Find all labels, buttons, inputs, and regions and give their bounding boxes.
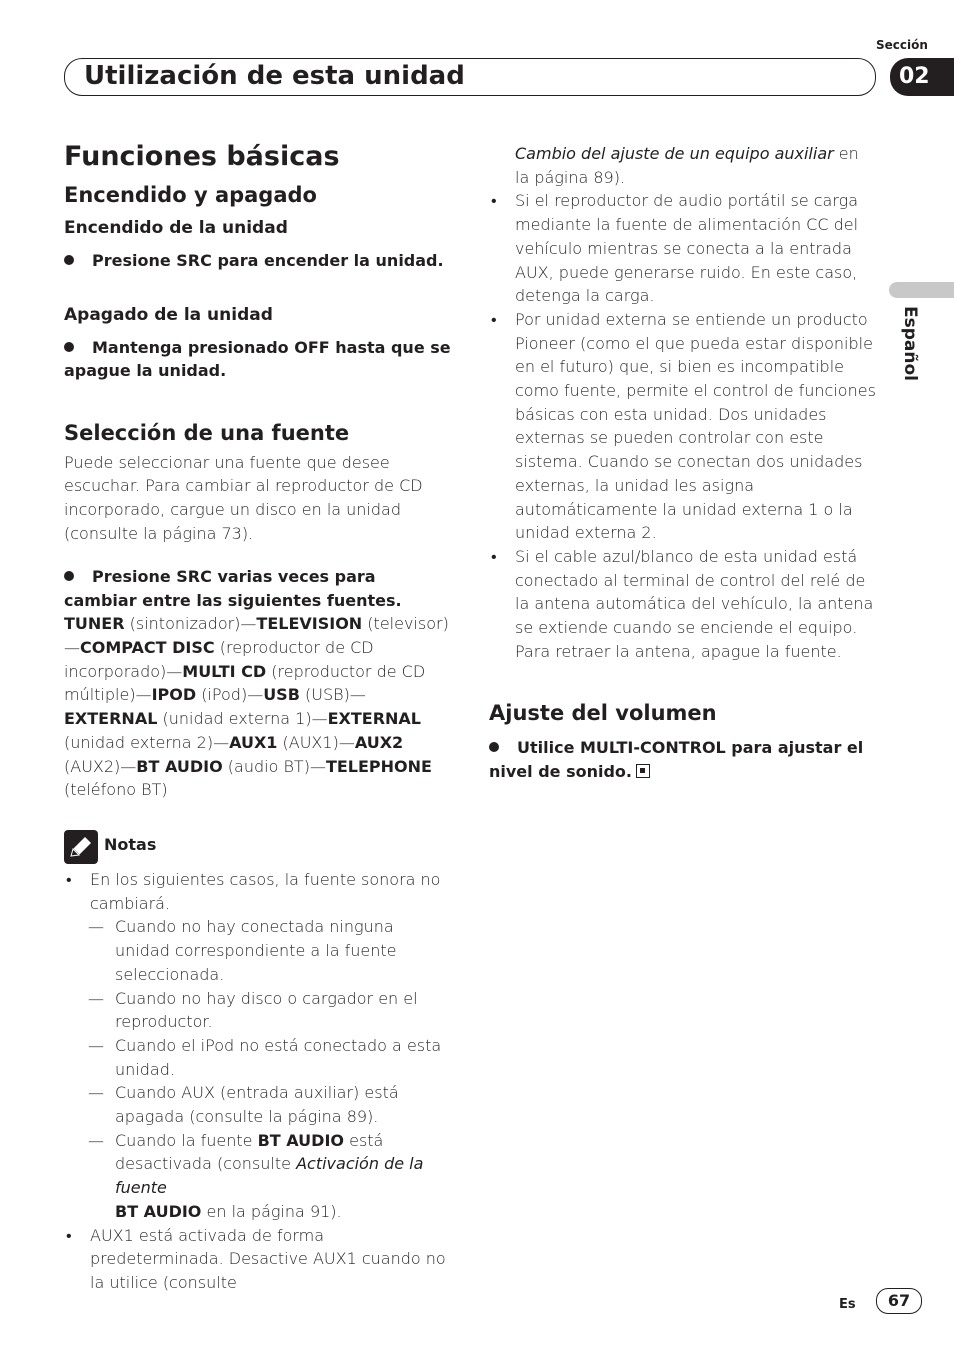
source-name: MULTI CD — [182, 661, 267, 681]
source-desc: (televisor) — [367, 614, 449, 634]
source-intro: Puede seleccionar una fuente que desee escuchar. Para cambiar al reproductor de CD incorporado, cargue un disco en la unidad (consulte la página 73). — [64, 452, 423, 543]
step-bullet-icon — [64, 255, 74, 265]
source-desc: (USB) — [305, 685, 350, 705]
note-text: AUX1 está activada de forma predeterminada. Desactive AUX1 cuando no la utilice (consulte — [90, 1225, 446, 1292]
source-desc: (AUX1) — [282, 732, 339, 752]
note-subitem: — Cuando la fuente BT AUDIO está desactivada (consulte Activación de la fuente BT AUDIO en la página 91). — [88, 1130, 424, 1221]
source-name: AUX1 — [229, 732, 278, 752]
note-subtext: Cuando no hay conectada ninguna unidad correspondiente a la fuente seleccionada. — [115, 917, 397, 984]
note-item: • AUX1 está activada de forma predeterminada. Desactive AUX1 cuando no la utilice (consulte — [66, 1225, 446, 1292]
page-number: 67 — [876, 1288, 922, 1314]
footer-language: Es — [839, 1297, 856, 1312]
section-number-badge: 02 — [890, 58, 954, 96]
page-heading: Funciones básicas — [64, 141, 340, 172]
note-continuation — [489, 142, 877, 189]
power-off-heading: Apagado de la unidad — [64, 304, 273, 325]
section-label: Sección — [876, 38, 928, 52]
step-bullet-icon — [489, 742, 499, 752]
note-text: Si el cable azul/blanco de esta unidad está conectado al terminal de control del relé de la antena automática del vehículo, la antena se extiende cuando se enciende el equipo. Para retraer la antena, apague la fuente. — [515, 546, 874, 661]
source-desc: (iPod) — [201, 685, 248, 705]
note-item: • Si el reproductor de audio portátil se carga mediante la fuente de alimentación CC del vehículo mientras se conecta a la entrada AUX, puede generarse ruido. En este caso, detenga la carga. — [491, 191, 859, 306]
note-source-name: BT AUDIO — [257, 1130, 344, 1150]
power-off-text: Mantenga presionado OFF hasta que se apague la unidad. — [64, 337, 451, 380]
source-name: BT AUDIO — [136, 756, 223, 776]
source-desc: (AUX2) — [64, 756, 121, 776]
note-text: En los siguientes casos, la fuente sonora no cambiará. — [90, 870, 441, 913]
language-tab-marker — [889, 282, 954, 298]
source-name: TELEPHONE — [325, 756, 432, 776]
source-desc: (sintonizador) — [129, 614, 241, 634]
source-name: COMPACT DISC — [80, 638, 215, 658]
note-source-name: BT AUDIO — [115, 1201, 202, 1221]
note-subitem: — Cuando no hay disco o cargador en el reproductor. — [88, 988, 418, 1032]
note-item: • En los siguientes casos, la fuente sonora no cambiará. — [66, 870, 441, 913]
step-bullet-icon — [64, 571, 74, 581]
source-list: TUNER (sintonizador)—TELEVISION (televisor)—COMPACT DISC (reproductor de CD incorporado)—MULTI CD (reproductor de CD múltiple)—IPOD (iPod)—USB (USB)—EXTERNAL (unidad externa 1)—EXTERNAL (unidad externa 2)—AUX1 (AUX1)—AUX2 (AUX2)—BT AUDIO (audio BT)—TELEPHONE (teléfono BT) — [64, 614, 449, 800]
source-name: TUNER — [64, 614, 125, 634]
note-subitem: — Cuando el iPod no está conectado a esta unidad. — [88, 1035, 442, 1079]
language-tab-label: Español — [900, 306, 920, 381]
source-desc: (audio BT) — [227, 756, 310, 776]
source-desc: (unidad externa 1) — [162, 709, 312, 729]
source-desc: (unidad externa 2) — [64, 732, 214, 752]
step-bullet-icon — [64, 342, 74, 352]
note-text: Si el reproductor de audio portátil se carga mediante la fuente de alimentación CC del vehículo mientras se conecta a la entrada AUX, puede generarse ruido. En este caso, detenga la carga. — [515, 191, 859, 306]
power-on-step — [64, 249, 452, 273]
power-off-step — [64, 336, 452, 383]
note-text: Por unidad externa se entiende un producto Pioneer (como el que pueda estar disponible en el futuro) que, si bien es incompatible como fuente, permite el control de funciones básicas con esta unidad. Dos unidades externas se pueden controlar con este sistema. Cuando se conectan dos unidades externas, la unidad les asigna automáticamente la unidad externa 1 o la unidad externa 2. — [515, 309, 876, 543]
volume-heading: Ajuste del volumen — [489, 701, 717, 726]
notes-list — [64, 868, 452, 1295]
note-subtext: Cuando no hay disco o cargador en el reproductor. — [115, 988, 418, 1032]
power-heading: Encendido y apagado — [64, 183, 317, 207]
source-name: USB — [263, 685, 300, 705]
note-subitem: — Cuando AUX (entrada auxiliar) está apagada (consulte la página 89). — [88, 1083, 399, 1127]
note-subtext: Cuando el iPod no está conectado a esta unidad. — [115, 1035, 442, 1079]
source-desc: (reproductor de CD múltiple) — [64, 661, 426, 705]
chapter-title: Utilización de esta unidad — [84, 61, 465, 91]
source-heading: Selección de una fuente — [64, 420, 350, 445]
note-subtext: Cuando la fuente — [115, 1130, 253, 1150]
volume-step-text: Utilice MULTI-CONTROL para ajustar el nivel de sonido. — [489, 738, 864, 781]
note-subtext: en la página 91). — [206, 1201, 342, 1221]
source-step — [64, 565, 452, 612]
note-item: • Si el cable azul/blanco de esta unidad está conectado al terminal de control del relé de la antena automática del vehículo, la antena se extiende cuando se enciende el equipo. Para retraer la antena, apague la fuente. — [491, 546, 874, 661]
end-mark-icon — [636, 764, 650, 778]
note-subtext: Cuando AUX (entrada auxiliar) está apagada (consulte la página 89). — [115, 1083, 399, 1127]
source-step-text: Presione SRC varias veces para cambiar entre las siguientes fuentes. — [64, 567, 402, 610]
right-column — [489, 142, 877, 783]
notes-pencil-icon — [64, 830, 98, 864]
notes-label: Notas — [104, 835, 157, 854]
source-name: EXTERNAL — [64, 709, 158, 729]
left-column — [64, 141, 452, 802]
power-on-heading: Encendido de la unidad — [64, 218, 288, 238]
note-subtext: está desactivada (consulte — [115, 1130, 384, 1174]
note-crossref: Cambio del ajuste de un equipo auxiliar — [515, 144, 834, 163]
power-on-text: Presione SRC para encender la unidad. — [92, 251, 444, 270]
note-subitem: — Cuando no hay conectada ninguna unidad correspondiente a la fuente seleccionada. — [88, 917, 397, 984]
note-item: • Por unidad externa se entiende un producto Pioneer (como el que pueda estar disponible en el futuro) que, si bien es incompatible como fuente, permite el control de funciones básicas con esta unidad. Dos unidades externas se pueden controlar con este sistema. Cuando se conectan dos unidades externas, la unidad les asigna automáticamente la unidad externa 1 o la unidad externa 2. — [491, 309, 876, 543]
source-desc: (reproductor de CD incorporado) — [64, 638, 374, 681]
source-name: AUX2 — [354, 732, 404, 752]
note-crossref: Activación de la fuente — [115, 1154, 424, 1198]
source-name: EXTERNAL — [327, 709, 421, 729]
note-text: en la página 89). — [515, 144, 859, 187]
source-name: TELEVISION — [256, 614, 363, 634]
source-name: IPOD — [151, 685, 197, 705]
source-desc: (teléfono BT) — [64, 780, 168, 800]
volume-step — [489, 736, 877, 783]
